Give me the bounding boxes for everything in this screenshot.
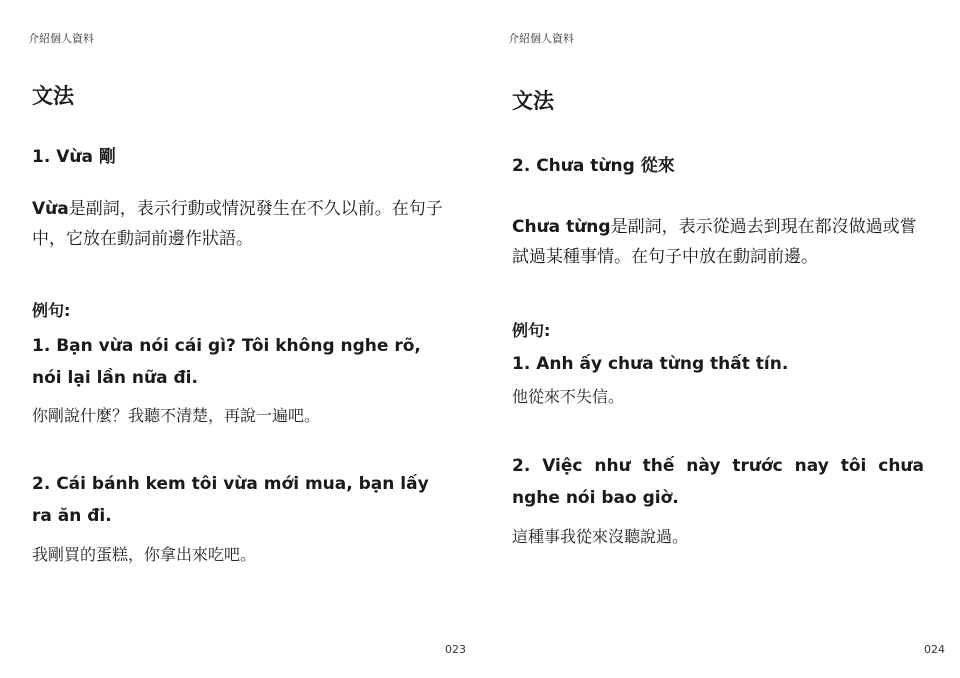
section-title: 文法 <box>32 84 74 108</box>
example-sentence-vi: 1. Bạn vừa nói cái gì? Tôi không nghe rõ, nói lại lần nữa đi. <box>32 336 421 388</box>
explanation-text: 是副詞，表示行動或情況發生在不久以前。在句子中，它放在動詞前邊作狀語。 <box>32 199 443 249</box>
grammar-point-title: 2. Chưa từng 從來 <box>512 156 675 176</box>
examples-label: 例句: <box>32 301 71 320</box>
running-header: 介紹個人資料 <box>28 32 94 45</box>
grammar-term: Vừa <box>32 199 69 219</box>
grammar-term: Chưa từng <box>512 217 611 237</box>
example-sentence-vi: 2. Việc như thế này trước nay tôi chưa nghe nói bao giờ. <box>512 456 924 508</box>
example-sentence-vi: 1. Anh ấy chưa từng thất tín. <box>512 354 789 374</box>
example-translation-zh: 你剛說什麼？我聽不清楚，再說一遍吧。 <box>32 406 321 425</box>
running-header: 介紹個人資料 <box>508 32 574 45</box>
section-title: 文法 <box>512 89 554 113</box>
right-page <box>480 0 960 678</box>
grammar-point-title: 1. Vừa 剛 <box>32 147 116 167</box>
example-translation-zh: 他從來不失信。 <box>512 387 625 406</box>
examples-label: 例句: <box>512 321 551 340</box>
explanation-text: 是副詞，表示從過去到現在都沒做過或嘗試過某種事情。在句子中放在動詞前邊。 <box>512 217 917 267</box>
grammar-explanation <box>32 194 448 254</box>
example-sentence-vi: 2. Cái bánh kem tôi vừa mới mua, bạn lấy ra ăn đi. <box>32 474 429 526</box>
example-translation-zh: 這種事我從來沒聽說過。 <box>512 527 689 546</box>
page-number: 023 <box>445 643 466 656</box>
page-number: 024 <box>924 643 945 656</box>
example-translation-zh: 我剛買的蛋糕，你拿出來吃吧。 <box>32 545 257 564</box>
grammar-explanation <box>512 212 932 272</box>
